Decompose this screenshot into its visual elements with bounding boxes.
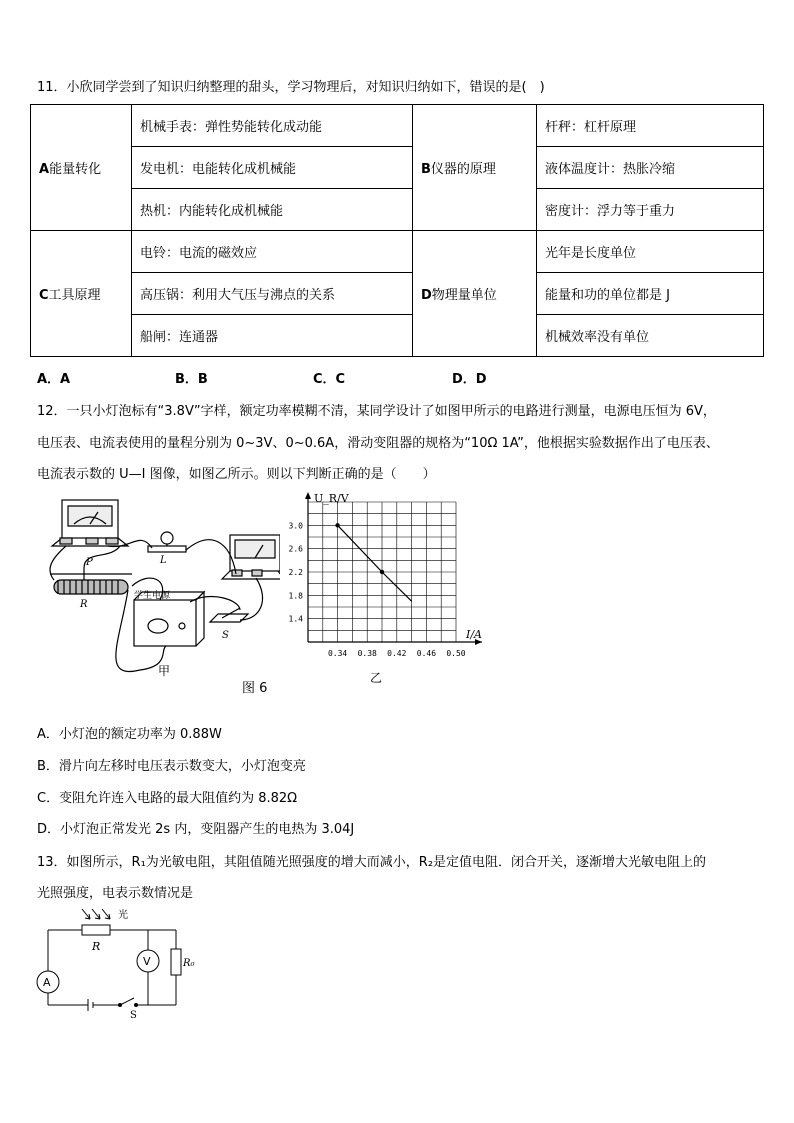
data-point <box>335 523 339 527</box>
table-cell-a-item-2: 发电机：电能转化成机械能 <box>132 147 413 189</box>
x-tick-label: 0.42 <box>387 649 407 658</box>
table-cell-b-item-2: 液体温度计：热胀冷缩 <box>537 147 764 189</box>
ui-graph-yi <box>278 488 498 688</box>
q12-option-a[interactable]: A．小灯泡的额定功率为 0.88W <box>37 727 222 742</box>
x-tick-label: 0.50 <box>446 649 466 658</box>
table-cell-b-item-3: 密度计：浮力等于重力 <box>537 189 764 231</box>
q11-option-b[interactable]: B．B <box>175 372 208 387</box>
table-cell-c-item-1: 电铃：电流的磁效应 <box>132 231 413 273</box>
circuit-sketch-jia <box>40 490 280 690</box>
q12-stem-line-2: 电压表、电流表使用的量程分别为 0~3V、0~0.6A，滑动变阻器的规格为“10Ω 1A”，他根据实验数据作出了电压表、 <box>37 436 719 451</box>
chart-series <box>335 523 411 601</box>
q13-circuit-diagram <box>30 905 200 1020</box>
power-supply-label: 学生电源 <box>134 591 171 601</box>
q11-option-c[interactable]: C．C <box>313 372 346 387</box>
table-cell-a-item-3: 热机：内能转化成机械能 <box>132 189 413 231</box>
label-p: P <box>86 557 93 568</box>
table-cell-a-item-1: 机械手表：弹性势能转化成动能 <box>132 105 413 147</box>
q11-stem: 11．小欣同学尝到了知识归纳整理的甜头，学习物理后，对知识归纳如下，错误的是( ) <box>37 80 545 95</box>
x-tick-label: 0.34 <box>327 649 348 658</box>
q12-option-d[interactable]: D．小灯泡正常发光 2s 内，变阻器产生的电热为 3.04J <box>37 822 355 837</box>
x-tick-label: 0.46 <box>416 649 437 658</box>
table-cell-d-category: D物理量单位 <box>413 231 537 357</box>
q11-knowledge-table <box>30 104 764 357</box>
x-tick-label: 0.38 <box>357 649 377 658</box>
q12-option-b[interactable]: B．滑片向左移时电压表示数变大，小灯泡变亮 <box>37 759 306 774</box>
light-arrows-icon <box>82 909 110 919</box>
label-r: R <box>92 940 101 953</box>
resistor-r0 <box>171 949 181 975</box>
chart-axes <box>305 492 482 645</box>
table-cell-c-item-2: 高压锅：利用大气压与沸点的关系 <box>132 273 413 315</box>
y-tick-label: 1.8 <box>288 591 303 601</box>
q11-option-a[interactable]: A．A <box>37 372 71 387</box>
y-tick-label: 2.6 <box>288 544 303 554</box>
chart-tick-labels <box>289 521 466 658</box>
table-cell-d-item-3: 机械效率没有单位 <box>537 315 764 357</box>
light-label: 光 <box>118 910 128 921</box>
table-cell-c-category: C工具原理 <box>31 231 132 357</box>
voltmeter-label: V <box>143 955 151 968</box>
label-l: L <box>160 555 167 566</box>
x-axis-label: I/A <box>466 628 482 641</box>
q12-option-c[interactable]: C．变阻允许连入电路的最大阻值约为 8.82Ω <box>37 791 298 806</box>
y-tick-label: 3.0 <box>288 521 303 531</box>
y-axis-arrow-icon <box>305 492 311 499</box>
ammeter-label: A <box>43 976 51 989</box>
switch-label: S <box>130 1010 137 1020</box>
label-s: S <box>222 630 229 641</box>
label-r0: R₀ <box>183 958 195 969</box>
y-tick-label: 1.4 <box>288 614 303 624</box>
table-cell-a-category: A能量转化 <box>31 105 132 231</box>
q12-stem-line-3: 电流表示数的 U—I 图像，如图乙所示。则以下判断正确的是（ ） <box>37 467 436 482</box>
q13-stem-line-2: 光照强度，电表示数情况是 <box>37 886 194 901</box>
table-cell-c-item-3: 船闸：连通器 <box>132 315 413 357</box>
y-tick-label: 2.2 <box>288 568 303 577</box>
table-cell-b-category: B仪器的原理 <box>413 105 537 231</box>
table-cell-d-item-1: 光年是长度单位 <box>537 231 764 273</box>
table-cell-b-item-1: 杆秤：杠杆原理 <box>537 105 764 147</box>
caption-jia: 甲 <box>158 664 171 678</box>
switch-icon <box>120 998 134 1005</box>
caption-yi: 乙 <box>370 671 383 685</box>
table-cell-d-item-2: 能量和功的单位都是 J <box>537 273 764 315</box>
label-r: R <box>80 599 88 610</box>
q11-option-d[interactable]: D．D <box>452 372 487 387</box>
q13-stem-line-1: 13．如图所示，R₁为光敏电阻，其阻值随光照强度的增大而减小，R₂是定值电阻．闭合开关，逐渐增大光敏电阻上的 <box>37 855 707 870</box>
q12-stem-line-1: 12．一只小灯泡标有“3.8V”字样，额定功率模糊不清，某同学设计了如图甲所示的电路进行测量，电源电压恒为 6V， <box>37 404 716 419</box>
y-axis-label: U_R/V <box>314 492 349 505</box>
figure-caption: 图 6 <box>242 681 268 696</box>
photoresistor-r <box>82 925 110 935</box>
data-point <box>380 570 384 574</box>
